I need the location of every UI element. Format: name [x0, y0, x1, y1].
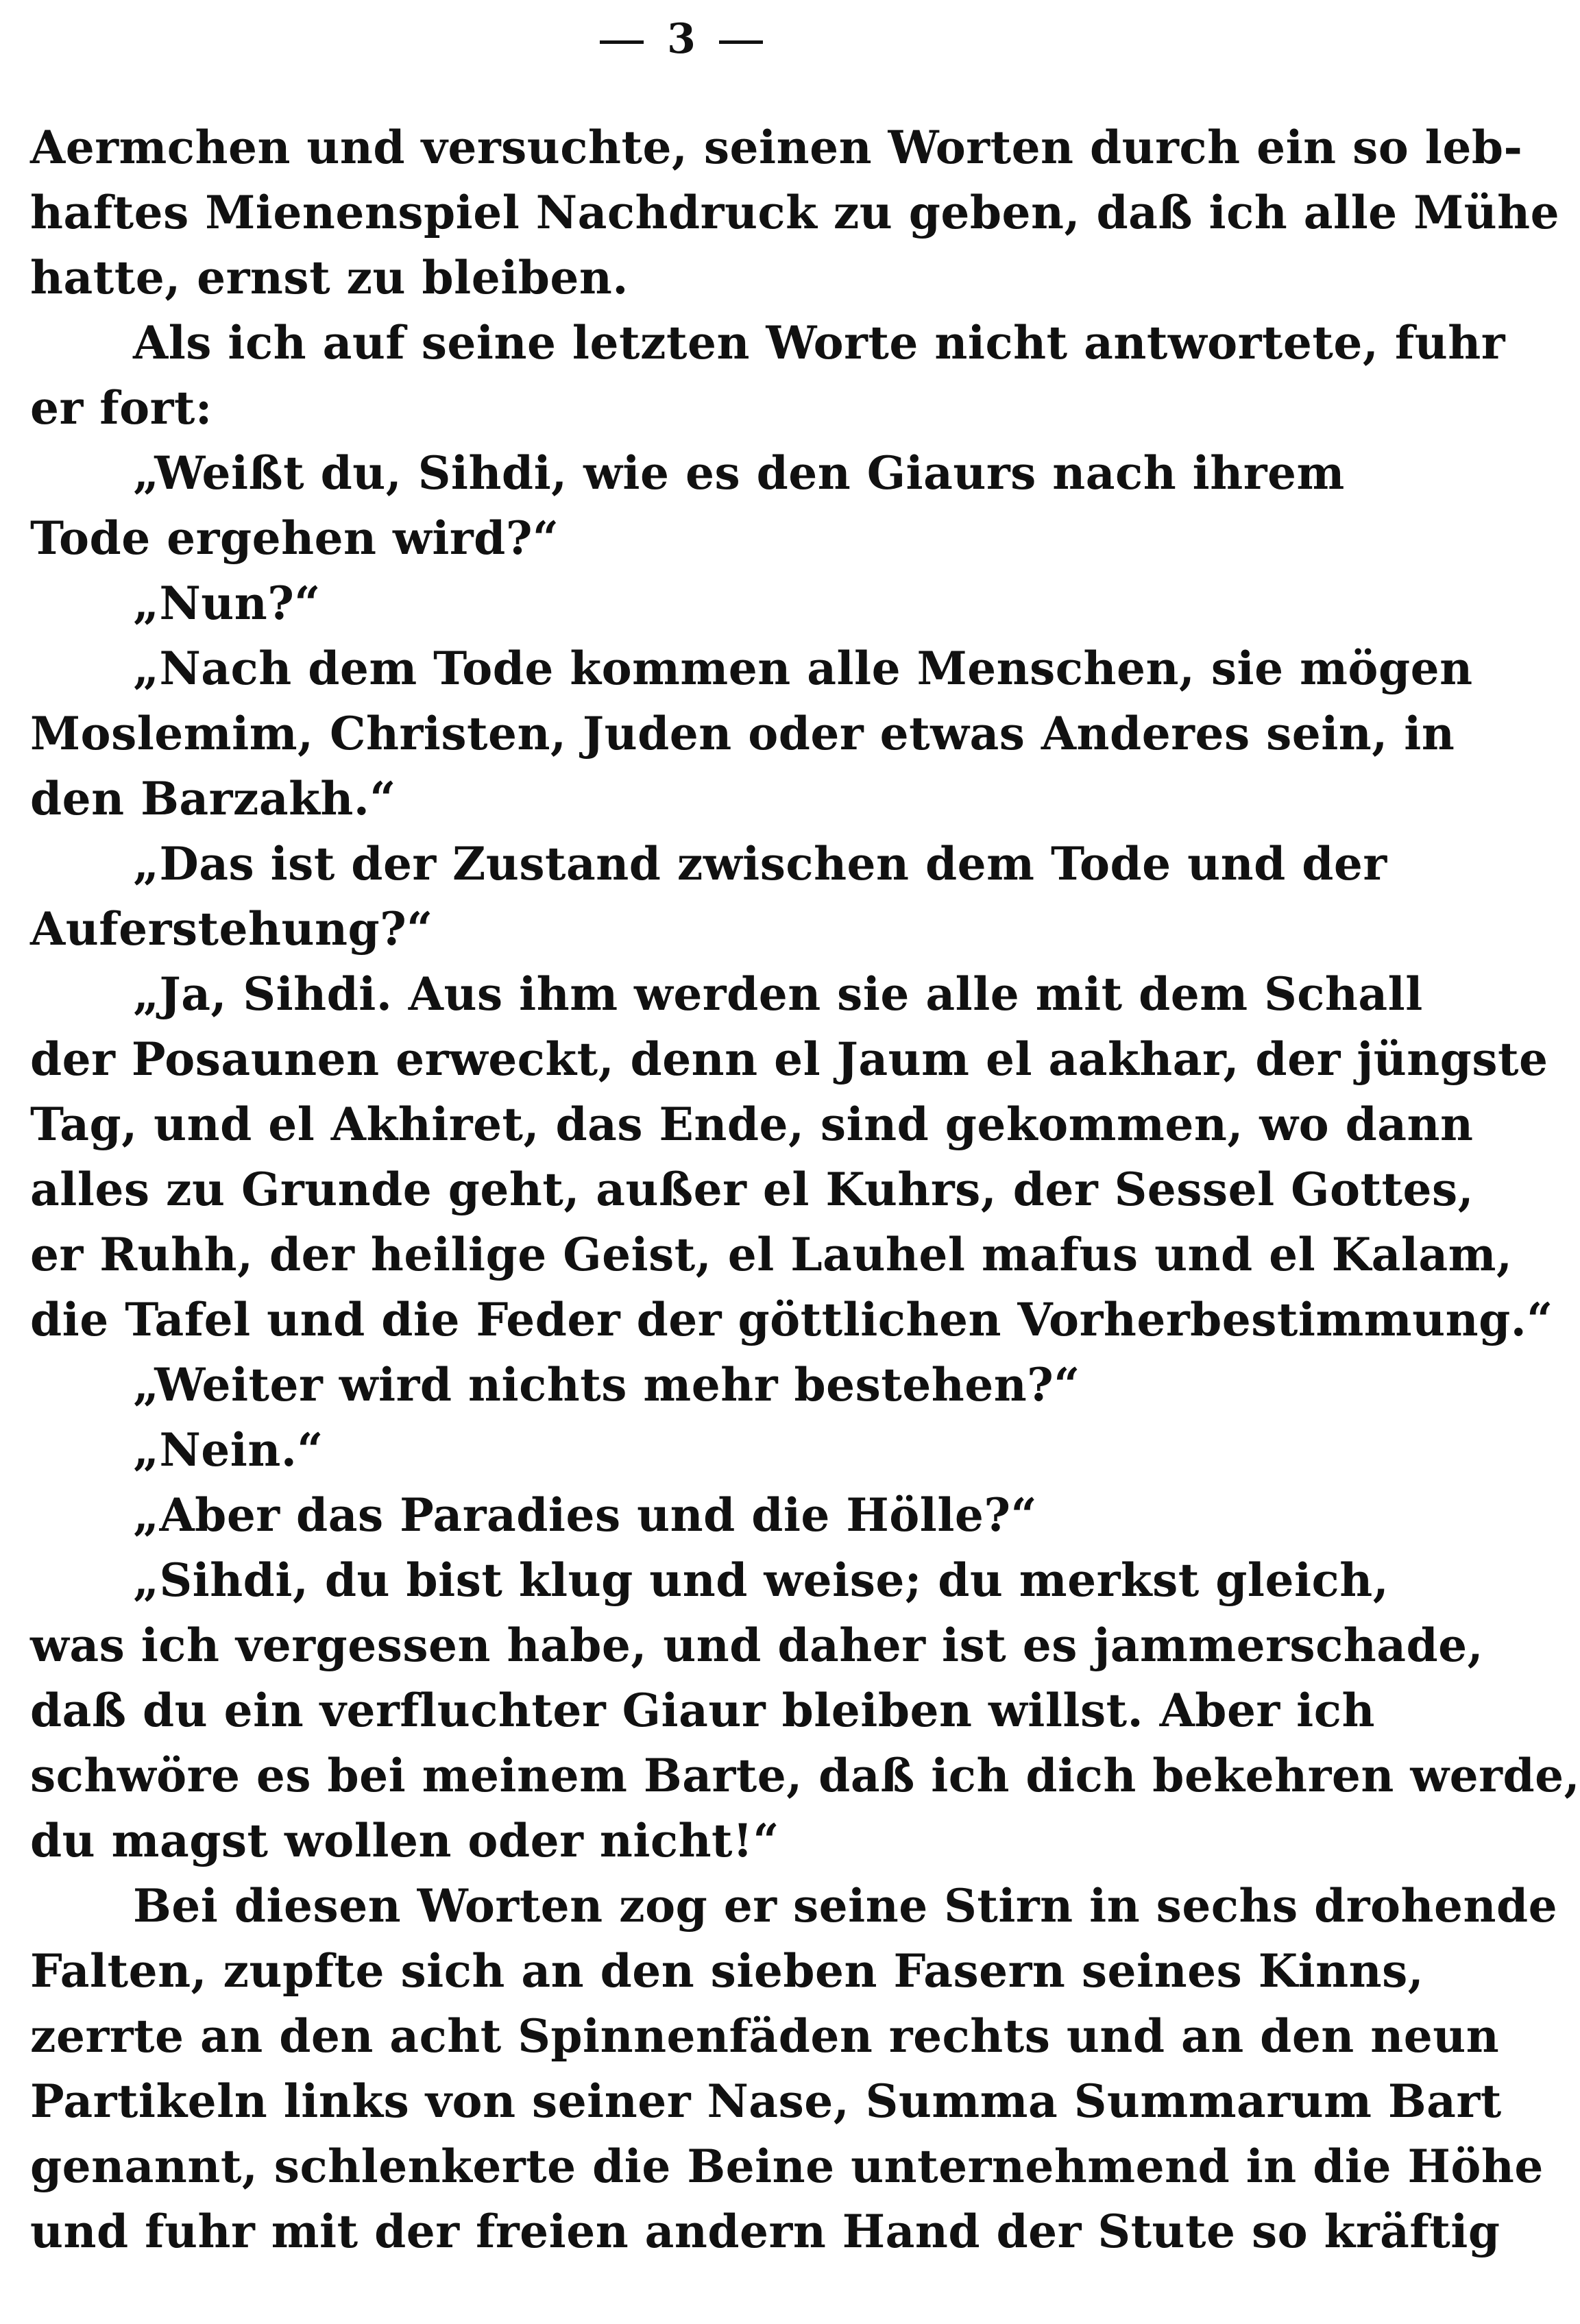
page-header	[30, 15, 1333, 63]
page-number: 3	[667, 15, 696, 63]
text-line: Tode ergehen wird?“	[30, 511, 559, 565]
text-line: Als ich auf seine letzten Worte nicht antwortete, fuhr	[133, 316, 1505, 370]
text-line: „Aber das Paradies und die Hölle?“	[133, 1488, 1038, 1542]
text-line: Aermchen und versuchte, seinen Worten durch ein so leb-	[30, 121, 1523, 174]
body-text	[30, 115, 1580, 2264]
text-line: Moslemim, Christen, Juden oder etwas Anderes sein, in	[30, 707, 1455, 760]
text-line: du magst wollen oder nicht!“	[30, 1814, 779, 1867]
text-line: Auferstehung?“	[30, 902, 433, 956]
text-line: „Weißt du, Sihdi, wie es den Giaurs nach ihrem	[133, 446, 1345, 500]
text-line: Falten, zupfte sich an den sieben Fasern seines Kinns,	[30, 1944, 1424, 1998]
text-line: „Weiter wird nichts mehr bestehen?“	[133, 1358, 1080, 1412]
text-line: zerrte an den acht Spinnenfäden rechts und an den neun	[30, 2009, 1500, 2063]
text-line: hatte, ernst zu bleiben.	[30, 251, 629, 304]
text-line: er Ruhh, der heilige Geist, el Lauhel mafus und el Kalam,	[30, 1228, 1513, 1281]
text-line: Bei diesen Worten zog er seine Stirn in sechs drohende	[133, 1879, 1558, 1933]
text-line: der Posaunen erweckt, denn el Jaum el aakhar, der jüngste	[30, 1032, 1548, 1086]
book-page	[30, 0, 1580, 2324]
text-line: „Ja, Sihdi. Aus ihm werden sie alle mit dem Schall	[133, 967, 1423, 1021]
text-line: Tag, und el Akhiret, das Ende, sind gekommen, wo dann	[30, 1098, 1474, 1151]
header-dash-left	[600, 40, 644, 44]
text-line: „Das ist der Zustand zwischen dem Tode und der	[133, 837, 1387, 891]
text-line: Partikeln links von seiner Nase, Summa Summarum Bart	[30, 2074, 1502, 2128]
text-line: er fort:	[30, 381, 212, 435]
text-line: „Nun?“	[133, 577, 321, 630]
text-line: genannt, schlenkerte die Beine unternehmend in die Höhe	[30, 2140, 1544, 2193]
text-line: und fuhr mit der freien andern Hand der Stute so kräftig	[30, 2205, 1500, 2258]
header-dash-right	[719, 40, 763, 44]
text-line: daß du ein verfluchter Giaur bleiben willst. Aber ich	[30, 1684, 1375, 1737]
text-line: die Tafel und die Feder der göttlichen Vorherbestimmung.“	[30, 1293, 1553, 1346]
text-line: „Sihdi, du bist klug und weise; du merkst gleich,	[133, 1553, 1389, 1607]
text-line: den Barzakh.“	[30, 772, 396, 825]
text-line: schwöre es bei meinem Barte, daß ich dich bekehren werde,	[30, 1749, 1580, 1802]
text-line: was ich vergessen habe, und daher ist es jammerschade,	[30, 1619, 1484, 1672]
text-line: alles zu Grunde geht, außer el Kuhrs, der Sessel Gottes,	[30, 1163, 1474, 1216]
text-line: „Nein.“	[133, 1423, 324, 1477]
text-line: „Nach dem Tode kommen alle Menschen, sie mögen	[133, 642, 1473, 695]
text-line: haftes Mienenspiel Nachdruck zu geben, daß ich alle Mühe	[30, 186, 1560, 239]
